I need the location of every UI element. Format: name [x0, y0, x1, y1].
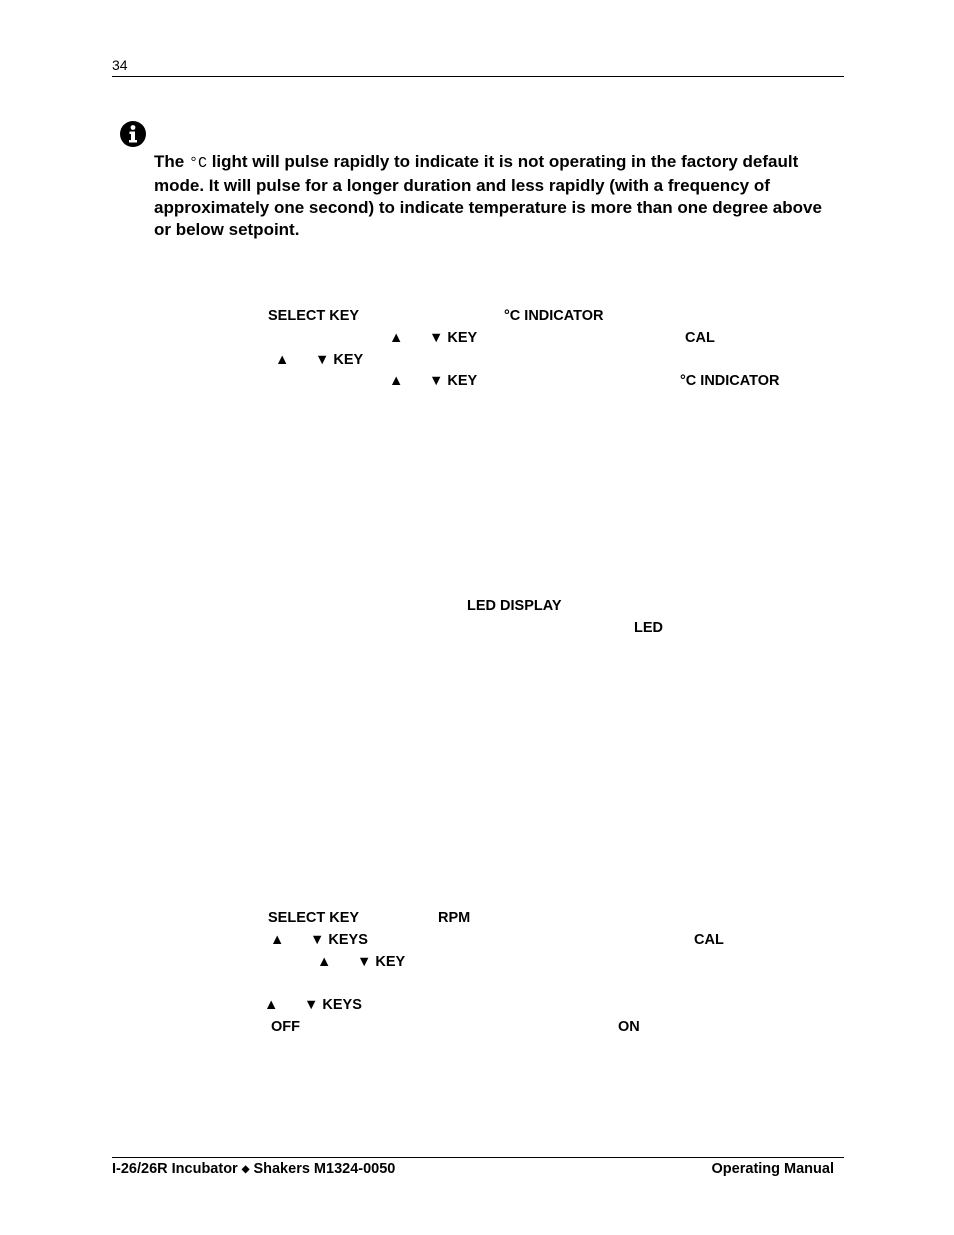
footer-product: I-26/26R Incubator	[112, 1161, 238, 1177]
note-text: light will pulse rapidly to indicate it is not operating in the factory default mode. It will pulse for a longer duration and less rapidly (with a frequency of approximately one second) to indicate temperature is more than one degree above or below setpoint.	[154, 152, 822, 239]
led-display-label: LED DISPLAY	[467, 598, 562, 614]
down-keys-label: ▼ KEYS	[304, 997, 362, 1013]
up-arrow-icon: ▲	[270, 932, 285, 948]
c-indicator-label: °C INDICATOR	[504, 308, 604, 324]
footer-document-title	[112, 1161, 395, 1177]
down-key-label: ▼ KEY	[315, 352, 364, 368]
footer-rule	[112, 1157, 844, 1158]
up-arrow-icon: ▲	[389, 330, 404, 346]
note-paragraph	[154, 151, 834, 241]
cal-label: CAL	[685, 330, 715, 346]
footer-part-number: Shakers M1324-0050	[253, 1161, 396, 1177]
info-icon	[119, 120, 147, 148]
on-label: ON	[618, 1019, 640, 1035]
down-key-label: ▼ KEY	[429, 373, 478, 389]
down-key-label: ▼ KEY	[429, 330, 478, 346]
down-keys-label: ▼ KEYS	[310, 932, 368, 948]
rpm-label: RPM	[438, 910, 471, 926]
footer-manual-label: Operating Manual	[711, 1161, 834, 1177]
off-label: OFF	[271, 1019, 300, 1035]
cal-label: CAL	[694, 932, 724, 948]
up-arrow-icon: ▲	[389, 373, 404, 389]
header-rule	[112, 76, 844, 77]
led-label: LED	[634, 620, 663, 636]
note-prefix: The	[154, 152, 189, 171]
page-number: 34	[112, 57, 128, 73]
diamond-separator-icon: ◆	[241, 1164, 250, 1175]
up-arrow-icon: ▲	[275, 352, 290, 368]
c-indicator-label: °C INDICATOR	[680, 373, 780, 389]
up-arrow-icon: ▲	[264, 997, 279, 1013]
up-arrow-icon: ▲	[317, 954, 332, 970]
celsius-symbol: °C	[188, 155, 207, 172]
down-key-label: ▼ KEY	[357, 954, 406, 970]
select-key-label: SELECT KEY	[268, 308, 360, 324]
select-key-label: SELECT KEY	[268, 910, 360, 926]
